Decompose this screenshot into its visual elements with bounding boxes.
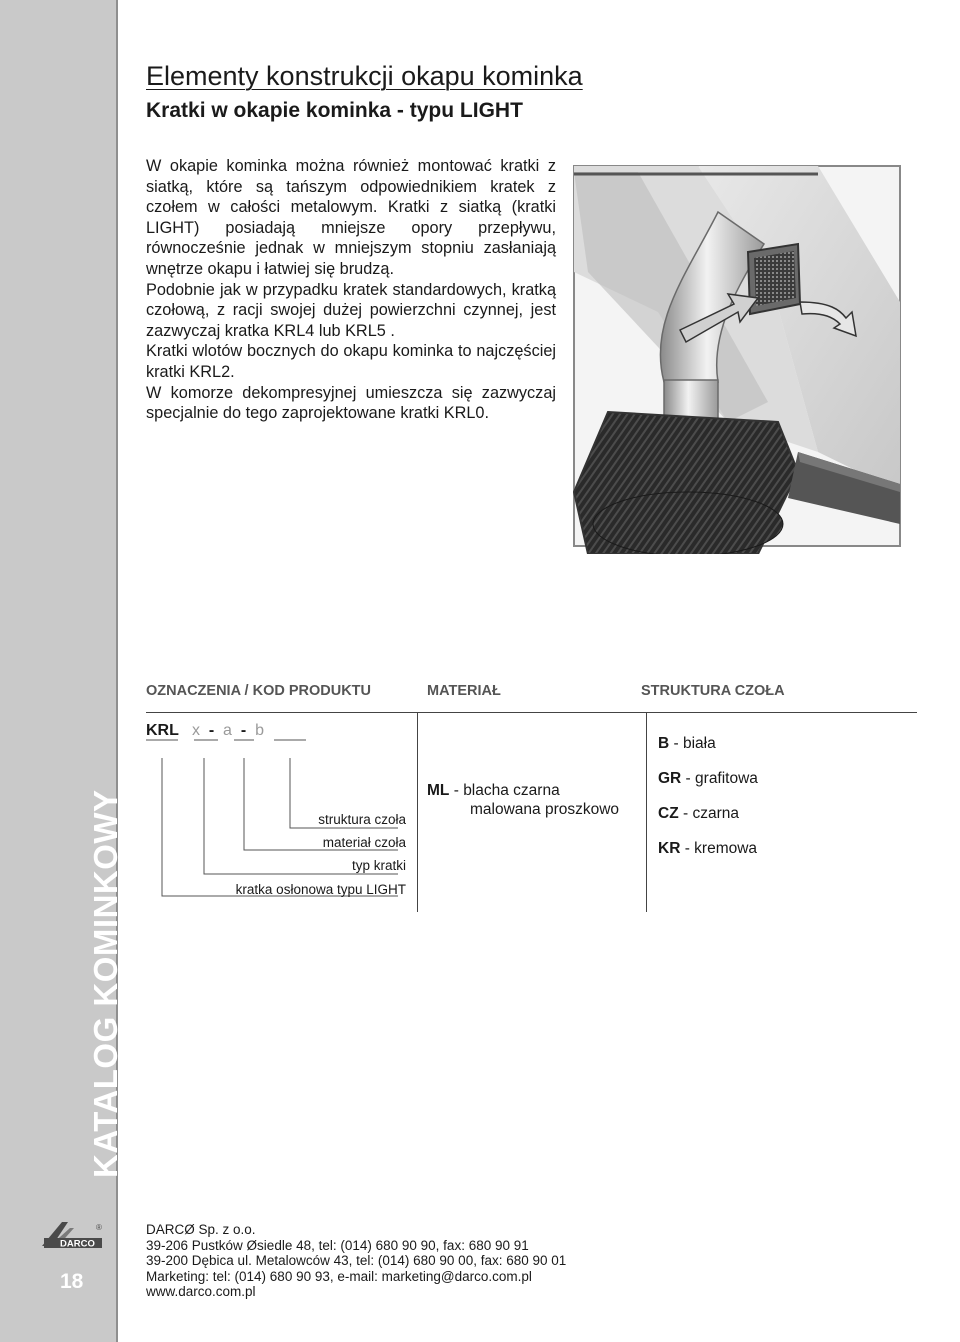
structure-code: GR (658, 770, 682, 787)
body-text (146, 156, 556, 424)
header-rule (146, 712, 917, 713)
page-title: Elementy konstrukcji okapu kominka (146, 61, 583, 91)
fireplace-hood-illustration (568, 152, 908, 554)
structure-name: biała (682, 735, 716, 752)
header-structure: STRUKTURA CZOŁA (641, 683, 785, 699)
paragraph-side-inlets: Kratki wlotów bocznych do okapu kominka to najczęściej kratki KRL2. (146, 342, 556, 381)
darco-logo (40, 1220, 106, 1250)
sidebar (0, 0, 145, 1342)
structure-item: CZ - czarna (658, 805, 739, 822)
structure-name: kremowa (694, 840, 758, 857)
paragraph-front-grille: Podobnie jak w przypadku kratek standardowych, kratką czołową, z racji swojej dużej powierzchni czynnej, jest zazwyczaj kratka KRL4 lub KRL5 . (146, 280, 556, 340)
material-line2: malowana proszkowo (470, 801, 620, 818)
material-line1: blacha czarna (463, 782, 560, 799)
company-name: DARCØ Sp. z o.o. (146, 1222, 256, 1237)
code-prefix: KRL (146, 722, 179, 739)
code-breakdown (146, 738, 406, 908)
structure-item: GR - grafitowa (658, 770, 758, 787)
label-family: kratka osłonowa typu LIGHT (235, 882, 406, 897)
code-x: x (191, 722, 200, 739)
label-structure: struktura czoła (318, 812, 406, 827)
registered-mark: ® (96, 1223, 102, 1232)
column-divider-1 (417, 712, 418, 912)
address-pustkow: 39-206 Pustków Øsiedle 48, tel: (014) 680 90 90, fax: 680 90 91 (146, 1237, 529, 1253)
company-footer (146, 1222, 566, 1300)
structure-name: grafitowa (695, 770, 758, 787)
structure-item: B - biała (658, 735, 716, 752)
page-subtitle: Kratki w okapie kominka - typu LIGHT (146, 99, 523, 122)
logo-text: DARCO (60, 1238, 95, 1250)
code-dash-1: - (208, 722, 215, 739)
label-material: materiał czoła (322, 835, 406, 850)
catalog-title: KATALOG KOMINKOWY (87, 789, 124, 1178)
column-divider-2 (646, 712, 647, 912)
material-entry (427, 781, 619, 819)
website-link[interactable]: www.darco.com.pl (146, 1284, 256, 1299)
code-dash-2: - (240, 722, 247, 739)
structure-code: KR (658, 840, 681, 857)
code-b: b (255, 722, 264, 739)
material-code: ML (427, 782, 450, 799)
paragraph-intro: W okapie kominka można również montować kratki z siatką, które są tańszym odpowiednikiem kratek z czołem w całości metalowym. Kratki z siatką (kratki LIGHT) posiadają mniejsze opory przepływu, równocześnie jednak w mniejszym stopniu zasłaniają wnętrze okapu i łatwiej się brudzą. (146, 157, 556, 278)
structure-name: czarna (692, 805, 739, 822)
structure-item: KR - kremowa (658, 840, 758, 857)
marketing-contact: Marketing: tel: (014) 680 90 93, e-mail: marketing@darco.com.pl (146, 1268, 532, 1284)
sidebar-vertical-text (88, 730, 146, 1178)
structure-code: B (658, 735, 670, 752)
structure-code: CZ (658, 805, 679, 822)
page-number: 18 (60, 1270, 84, 1293)
address-debica: 39-200 Dębica ul. Metalowców 43, tel: (014) 680 90 00, fax: 680 90 01 (146, 1253, 567, 1268)
catalog-subtitle: Podręcznik Dystrybucji Gorącego Powietrza z kominka (124, 729, 145, 1178)
paragraph-decompression: W komorze dekompresyjnej umieszcza się zazwyczaj specjalnie do tego zaprojektowane kratki KRL0. (146, 383, 556, 423)
label-type: typ kratki (351, 858, 406, 873)
header-material: MATERIAŁ (427, 683, 501, 699)
header-code: OZNACZENIA / KOD PRODUKTU (146, 683, 372, 699)
code-a: a (223, 722, 232, 739)
material-dash: - (453, 782, 459, 799)
